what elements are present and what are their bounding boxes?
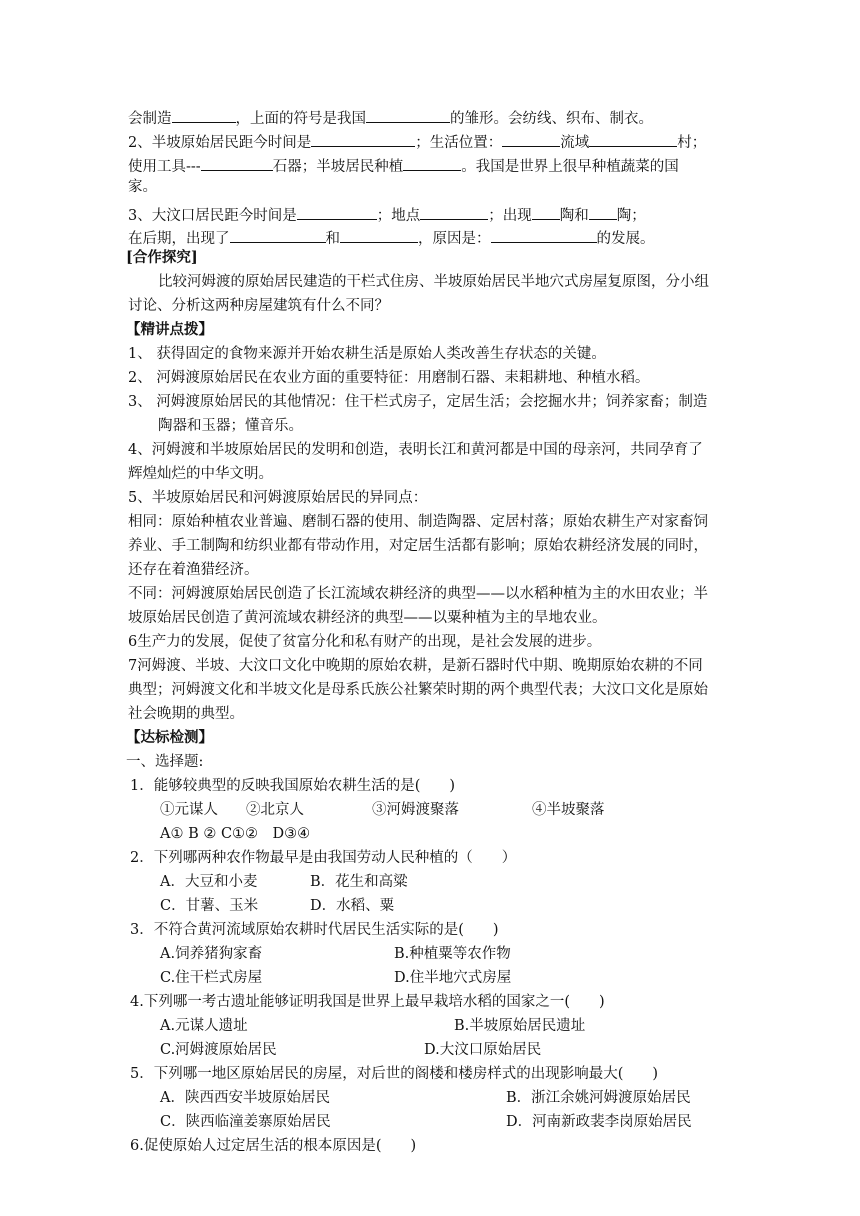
- subsection-label: 一、选择题:: [126, 754, 204, 770]
- option-d: D．水稻、粟: [310, 898, 395, 914]
- paragraph-line: 2、 河姆渡原始居民在农业方面的重要特征：用磨制石器、耒耜耕地、种植水稻。: [128, 370, 650, 386]
- blank[interactable]: [340, 228, 418, 243]
- answer-choices: A① B ② C①② D③④: [160, 826, 311, 842]
- fill-text: 的雏形。会纺线、织布、制衣。: [450, 111, 653, 127]
- option-item: ①元谋人: [160, 802, 218, 818]
- fill-text: ；生活位置：: [415, 135, 503, 151]
- fill-text: 陶；: [616, 208, 646, 224]
- paragraph-line: 还存在着渔猎经济。: [128, 562, 259, 578]
- option-a: A.饲养猪狗家畜: [160, 946, 263, 962]
- paragraph-line: 不同：河姆渡原始居民创造了长江流域农耕经济的典型——以水稻种植为主的水田农业；半: [128, 586, 708, 602]
- paragraph-line: 辉煌灿烂的中华文明。: [128, 466, 273, 482]
- fill-text: 会制造: [128, 111, 172, 127]
- blank[interactable]: [230, 228, 326, 243]
- blank[interactable]: [297, 205, 377, 220]
- question-stem: 1．能够较典型的反映我国原始农耕生活的是( ): [130, 778, 456, 794]
- fill-text: ，上面的符号是我国: [235, 111, 366, 127]
- blank[interactable]: [589, 132, 677, 147]
- question-stem: 5．下列哪一地区原始居民的房屋，对后世的阁楼和楼房样式的出现影响最大( ): [130, 1066, 659, 1082]
- paragraph-line: 养业、手工制陶和纺织业都有带动作用，对定居生活都有影响；原始农耕经济发展的同时，: [128, 538, 708, 554]
- option-c: C.住干栏式房屋: [160, 970, 263, 986]
- option-item: ③河姆渡聚落: [372, 802, 459, 818]
- fill-text: 陶和: [559, 208, 589, 224]
- paragraph-line: 4、河姆渡和半坡原始居民的发明和创造，表明长江和黄河都是中国的母亲河，共同孕育了: [128, 442, 703, 458]
- fill-text: 石器；半坡居民种植: [272, 159, 404, 175]
- paragraph-line: 5、半坡原始居民和河姆渡原始居民的异同点：: [128, 490, 428, 506]
- fill-text: 的发展。: [596, 231, 655, 247]
- question-stem: 3．不符合黄河流域原始农耕时代居民生活实际的是( ): [130, 922, 499, 938]
- question-stem: 4.下列哪一考古遗址能够证明我国是世界上最早栽培水稻的国家之一( ): [130, 994, 605, 1010]
- fill-text: 3、大汶口居民距今时间是: [128, 208, 297, 224]
- blank[interactable]: [311, 132, 415, 147]
- fill-text: ，原因是：: [418, 231, 491, 247]
- option-b: B．浙江余姚河姆渡原始居民: [506, 1090, 691, 1106]
- fill-text: 和: [325, 231, 340, 247]
- paragraph-line: 1、 获得固定的食物来源并开始农耕生活是原始人类改善生存状态的关键。: [128, 346, 606, 362]
- blank[interactable]: [201, 156, 273, 171]
- section-heading: 【精讲点拨】: [126, 321, 213, 338]
- option-d: D．河南新政裴李岗原始居民: [506, 1114, 692, 1130]
- paragraph-line: 坡原始居民创造了黄河流域农耕经济的典型——以粟种植为主的旱地农业。: [128, 610, 607, 626]
- fill-text: 村；: [677, 135, 707, 151]
- paragraph-line: 3、 河姆渡原始居民的其他情况：住干栏式房子，定居生活；会挖掘水井；饲养家畜；制造: [128, 394, 708, 410]
- option-c: C.河姆渡原始居民: [160, 1042, 277, 1058]
- blank[interactable]: [589, 205, 617, 220]
- option-a: A．陕西西安半坡原始居民: [160, 1090, 330, 1106]
- paragraph-line: 相同：原始种植农业普遍、磨制石器的使用、制造陶器、定居村落；原始农耕生产对家畜饲: [128, 514, 708, 530]
- option-a: A．大豆和小麦: [160, 874, 258, 890]
- fill-line-5: [128, 205, 646, 224]
- blank[interactable]: [532, 205, 560, 220]
- blank[interactable]: [366, 108, 450, 123]
- fill-line-2: [128, 132, 706, 151]
- paragraph-line: 社会晚期的典型。: [128, 706, 244, 722]
- option-item: ②北京人: [246, 802, 304, 818]
- question-stem: 6.促使原始人过定居生活的根本原因是( ): [130, 1138, 417, 1154]
- blank[interactable]: [502, 132, 560, 147]
- option-c: C．陕西临潼姜寨原始居民: [160, 1114, 331, 1130]
- question-stem: 2．下列哪两种农作物最早是由我国劳动人民种植的（ ）: [130, 850, 517, 866]
- fill-line-4: 家。: [128, 179, 157, 195]
- blank[interactable]: [172, 108, 236, 123]
- option-a: A.元谋人遗址: [160, 1018, 248, 1034]
- fill-text: 流域: [560, 135, 590, 151]
- blank[interactable]: [420, 205, 488, 220]
- option-b: B.半坡原始居民遗址: [454, 1018, 586, 1034]
- option-c: C．甘薯、玉米: [160, 898, 259, 914]
- section-heading: [合作探究]: [126, 249, 198, 266]
- fill-line-6: [128, 228, 655, 247]
- fill-line-3: [128, 156, 679, 175]
- fill-text: 使用工具---: [128, 159, 201, 175]
- option-b: B．花生和高粱: [310, 874, 408, 890]
- fill-text: 在后期，出现了: [128, 231, 230, 247]
- blank[interactable]: [491, 228, 597, 243]
- fill-line-1: [128, 108, 653, 127]
- paragraph-line: 7河姆渡、半坡、大汶口文化中晚期的原始农耕，是新石器时代中期、晚期原始农耕的不同: [128, 658, 703, 674]
- option-d: D.住半地穴式房屋: [394, 970, 512, 986]
- blank[interactable]: [403, 156, 461, 171]
- section-heading: 【达标检测】: [126, 729, 213, 746]
- fill-text: ；地点: [376, 208, 421, 224]
- fill-text: 2、半坡原始居民距今时间是: [128, 135, 312, 151]
- option-b: B.种植粟等农作物: [394, 946, 511, 962]
- fill-text: ；出现: [488, 208, 532, 224]
- fill-text: 。我国是世界上很早种植蔬菜的国: [461, 159, 679, 175]
- paragraph-line: 比较河姆渡的原始居民建造的干栏式住房、半坡原始居民半地穴式房屋复原图，分小组: [158, 274, 709, 290]
- paragraph-line: 6生产力的发展，促使了贫富分化和私有财产的出现，是社会发展的进步。: [128, 634, 602, 650]
- option-item: ④半坡聚落: [532, 802, 605, 818]
- paragraph-line: 典型；河姆渡文化和半坡文化是母系氏族公社繁荣时期的两个典型代表；大汶口文化是原始: [128, 682, 708, 698]
- paragraph-line: 陶器和玉器；懂音乐。: [158, 418, 303, 434]
- paragraph-line: 讨论、分析这两种房屋建筑有什么不同？: [128, 298, 389, 314]
- option-d: D.大汶口原始居民: [424, 1042, 542, 1058]
